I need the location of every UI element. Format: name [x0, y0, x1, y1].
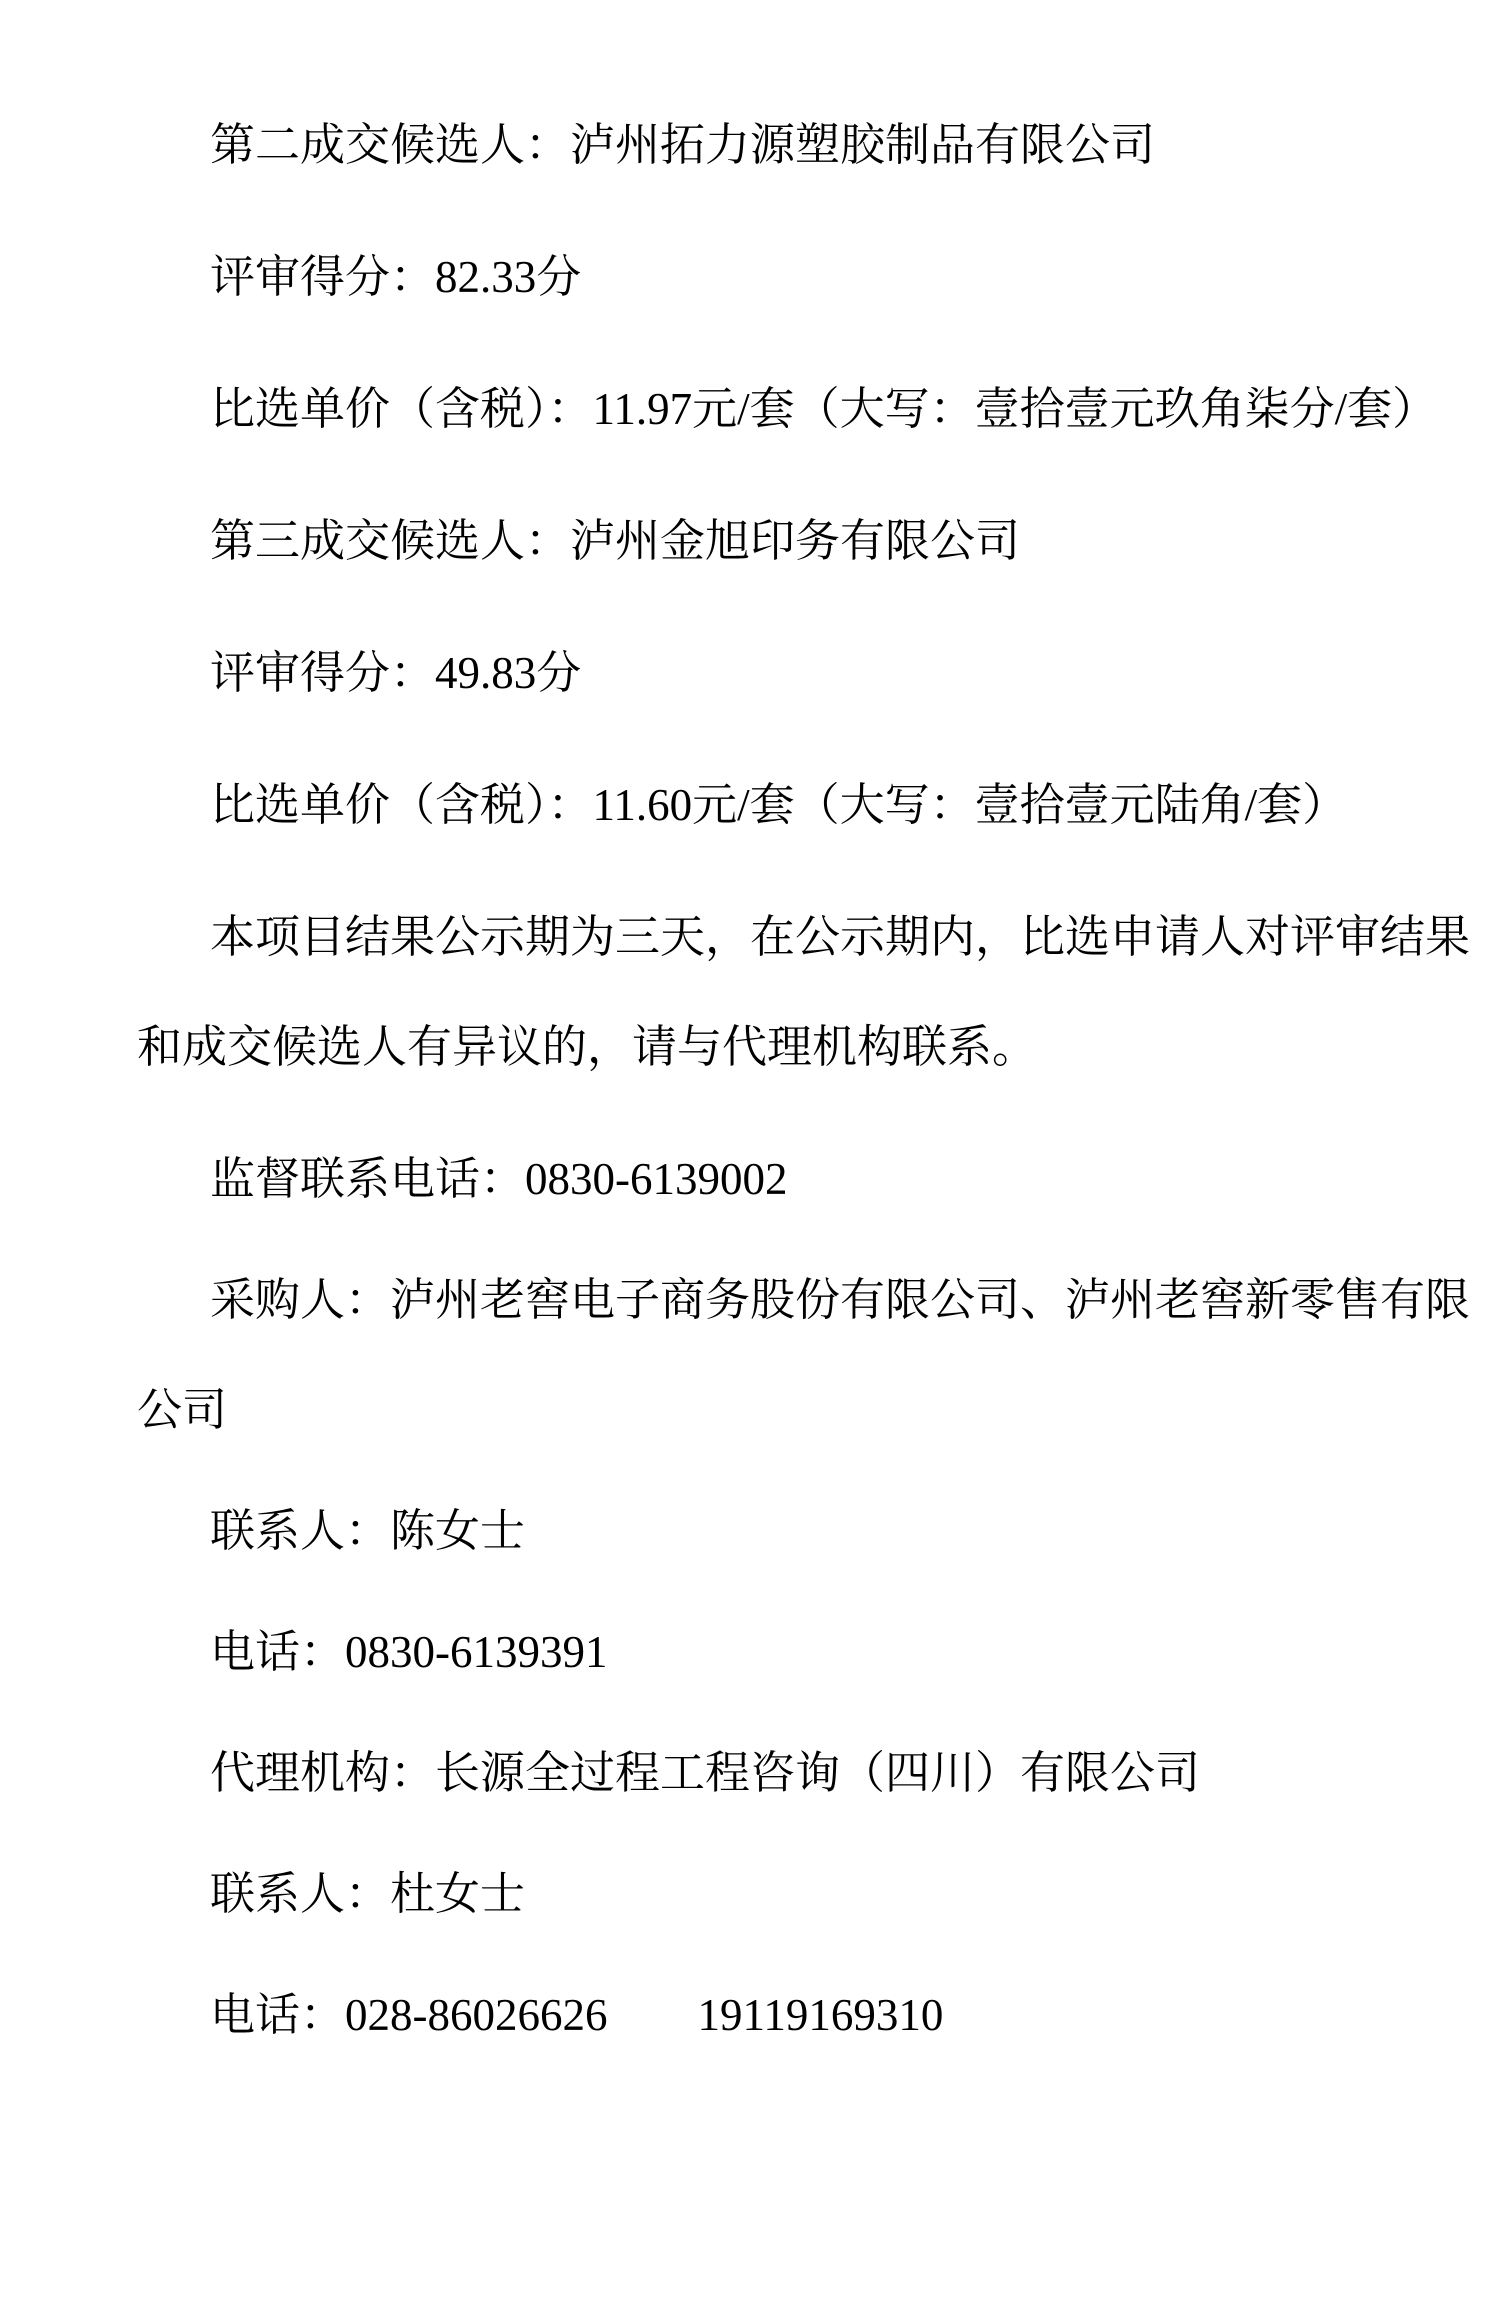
line-publicity-notice-1: 本项目结果公示期为三天，在公示期内，比选申请人对评审结果	[210, 912, 1471, 962]
line-purchaser-2: 公司	[137, 1385, 228, 1435]
line-third-candidate: 第三成交候选人：泸州金旭印务有限公司	[210, 516, 1021, 566]
line-purchaser-1: 采购人：泸州老窖电子商务股份有限公司、泸州老窖新零售有限	[210, 1275, 1471, 1325]
line-agency-contact: 联系人：杜女士	[210, 1869, 526, 1919]
line-third-score: 评审得分：49.83分	[210, 648, 582, 698]
line-second-score: 评审得分：82.33分	[210, 252, 582, 302]
line-purchaser-contact: 联系人：陈女士	[210, 1506, 526, 1556]
line-agency: 代理机构：长源全过程工程咨询（四川）有限公司	[210, 1748, 1201, 1798]
line-agency-phone: 电话：028-86026626 19119169310	[210, 1990, 944, 2040]
line-publicity-notice-2: 和成交候选人有异议的，请与代理机构联系。	[137, 1022, 1038, 1072]
line-supervision-phone: 监督联系电话：0830-6139002	[210, 1154, 788, 1204]
line-second-price: 比选单价（含税）：11.97元/套（大写：壹拾壹元玖角柒分/套）	[210, 384, 1438, 434]
line-purchaser-phone: 电话：0830-6139391	[210, 1627, 608, 1677]
line-second-candidate: 第二成交候选人：泸州拓力源塑胶制品有限公司	[210, 120, 1156, 170]
line-third-price: 比选单价（含税）：11.60元/套（大写：壹拾壹元陆角/套）	[210, 780, 1348, 830]
